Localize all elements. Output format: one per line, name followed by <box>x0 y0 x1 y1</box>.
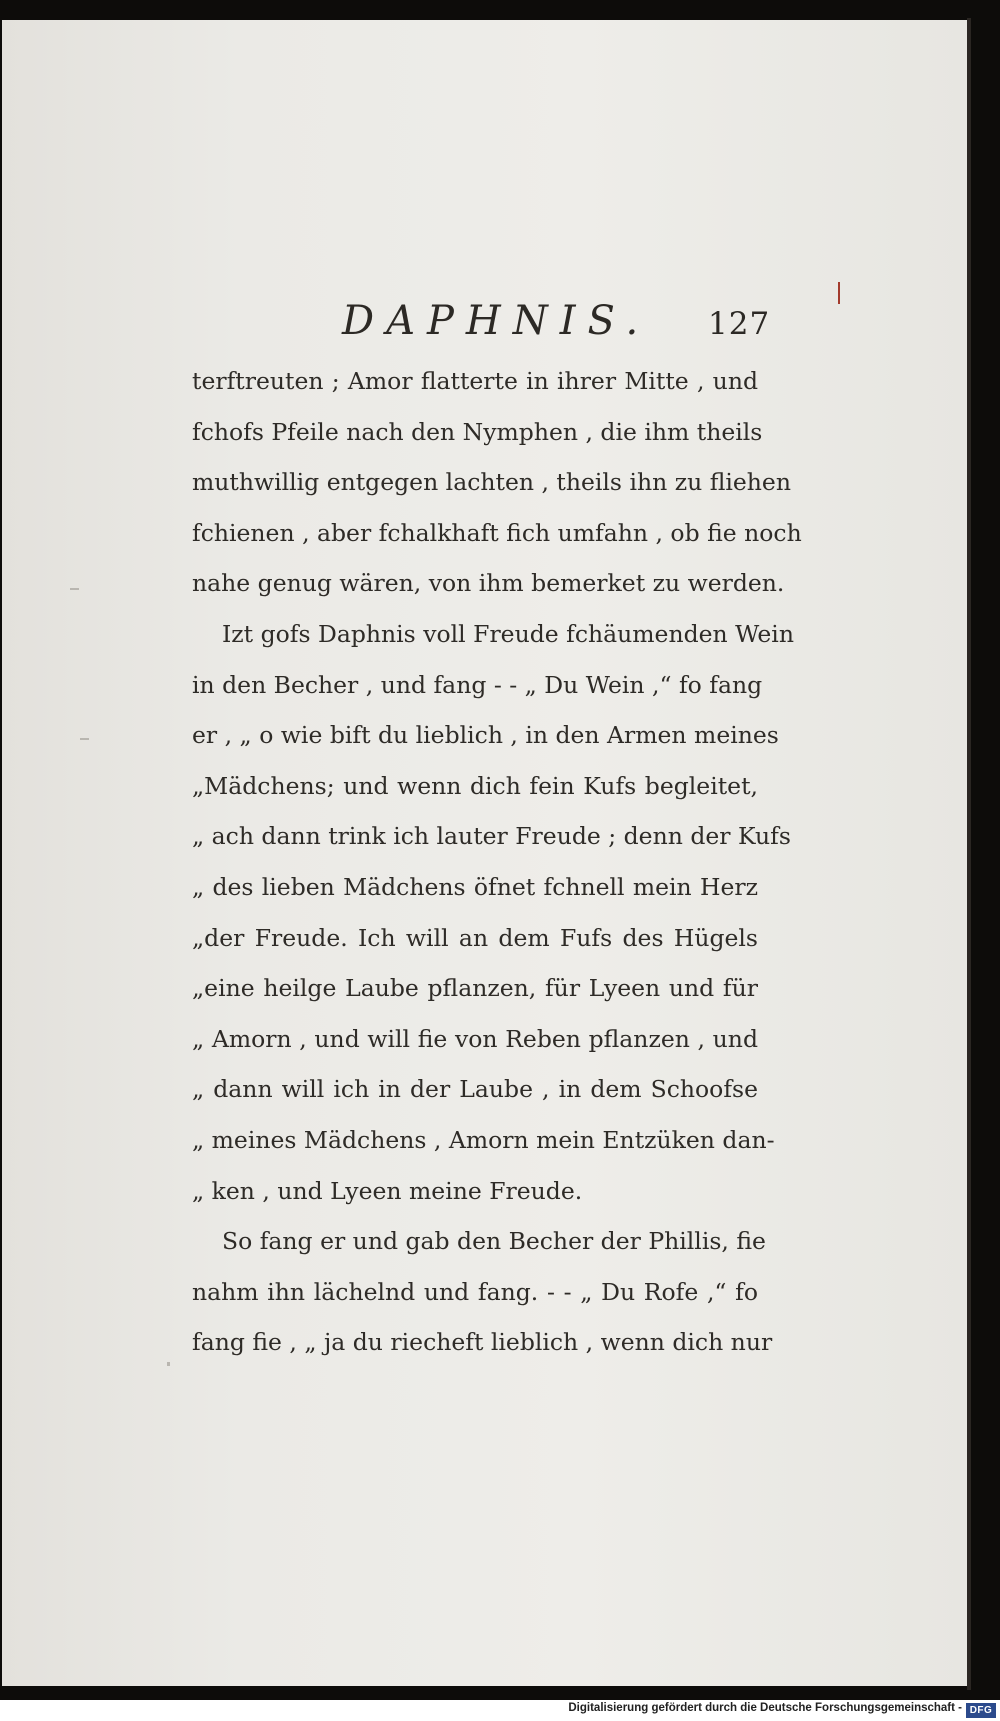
page-edge <box>967 18 971 1690</box>
digitization-footer <box>0 1700 1000 1721</box>
text-line: Izt gofs Daphnis voll Freude fchäumenden Wein <box>222 619 794 648</box>
running-title: DAPHNIS. <box>342 298 651 344</box>
text-line: „ Amorn , und will fie von Reben pflanzen , und <box>192 1024 758 1053</box>
funding-credit: Digitalisierung gefördert durch die Deutsche Forschungsgemeinschaft - <box>568 1702 962 1714</box>
text-line: nahe genug wären, von ihm bemerket zu werden. <box>192 569 785 598</box>
text-line: muthwillig entgegen lachten , theils ihn zu fliehen <box>192 468 791 497</box>
text-line: fchienen , aber fchalkhaft fich umfahn , ob fie noch <box>192 518 802 547</box>
text-line: „Mädchens; und wenn dich fein Kufs begleitet, <box>192 771 758 800</box>
page-header <box>2 298 967 348</box>
margin-mark <box>167 1362 170 1366</box>
text-line: „ ach dann trink ich lauter Freude ; denn der Kufs <box>192 822 791 851</box>
book-page <box>2 20 967 1686</box>
margin-mark <box>80 738 89 740</box>
margin-mark <box>838 282 840 304</box>
text-line: „ meines Mädchens , Amorn mein Entzüken dan- <box>192 1125 775 1154</box>
text-line: fchofs Pfeile nach den Nymphen , die ihm theils <box>192 417 763 446</box>
text-line: nahm ihn lächelnd und fang. - - „ Du Rofe ,“ fo <box>192 1277 758 1306</box>
dfg-logo-icon: DFG <box>966 1703 996 1718</box>
margin-mark <box>70 588 79 590</box>
text-line: „der Freude. Ich will an dem Fufs des Hügels <box>192 923 758 952</box>
text-line: in den Becher , und fang - - „ Du Wein ,“ fo fang <box>192 670 763 699</box>
text-line: er , „ o wie bift du lieblich , in den Armen meines <box>192 721 779 750</box>
text-line: So fang er und gab den Becher der Phillis, fie <box>222 1227 766 1256</box>
text-line: „ dann will ich in der Laube , in dem Schoofse <box>192 1075 758 1104</box>
text-line: „ ken , und Lyeen meine Freude. <box>192 1176 583 1205</box>
text-line: fang fie , „ ja du riecheft lieblich , wenn dich nur <box>192 1328 773 1357</box>
text-line: „eine heilge Laube pflanzen, für Lyeen und für <box>192 974 758 1003</box>
text-line: „ des lieben Mädchens öfnet fchnell mein Herz <box>192 872 758 901</box>
text-line: terftreuten ; Amor flatterte in ihrer Mitte , und <box>192 367 758 395</box>
body-text <box>192 356 802 1368</box>
page-number: 127 <box>708 306 771 342</box>
